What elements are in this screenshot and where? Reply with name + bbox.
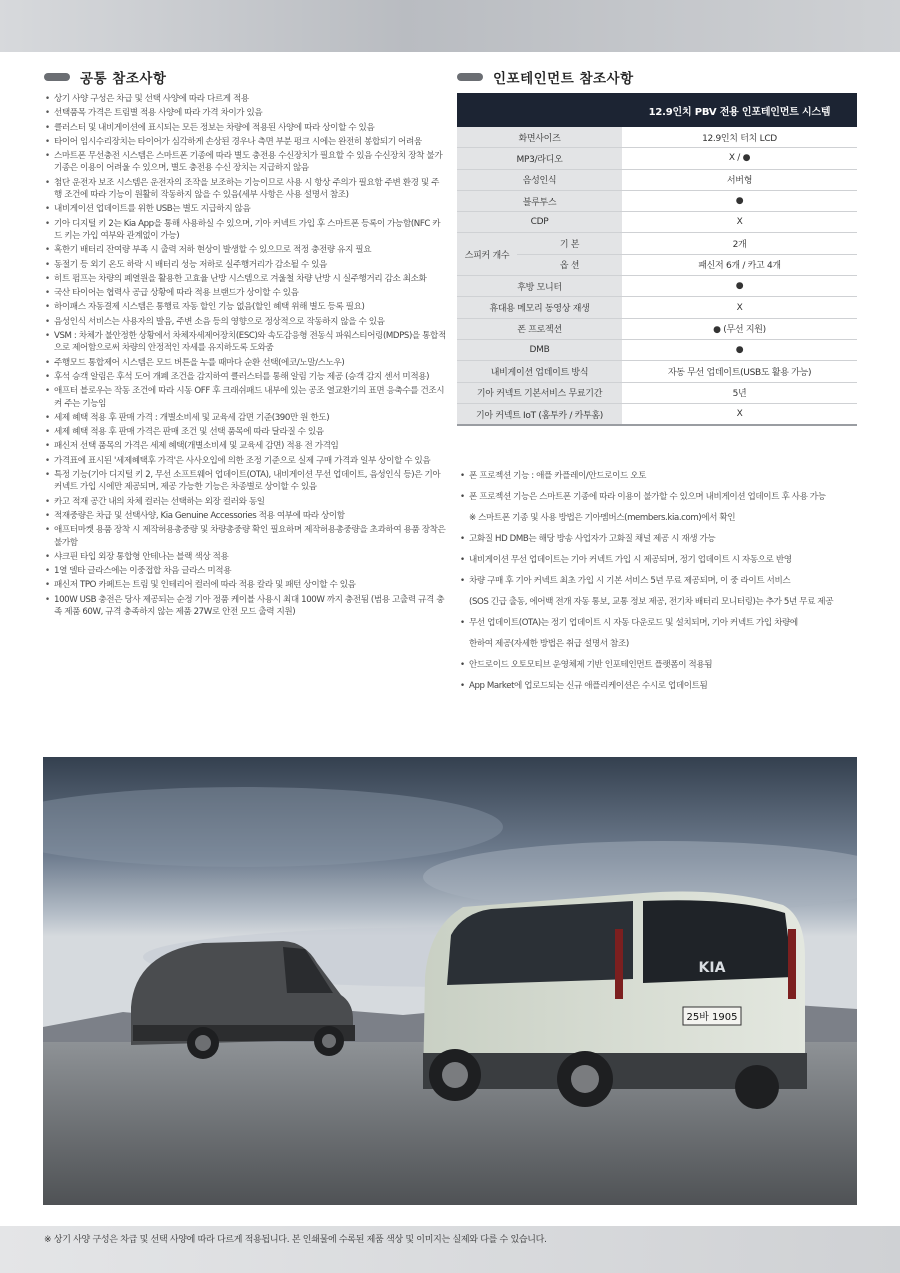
- spec-value: 자동 무선 업데이트(USB도 활용 가능): [622, 361, 857, 382]
- spec-row: [457, 127, 857, 148]
- infotainment-note-item: [460, 571, 860, 613]
- note-subtext: 한하여 제공(자세한 방법은 취급 설명서 참조): [469, 639, 629, 649]
- spec-label: 휴대용 메모리 동영상 재생: [457, 297, 622, 318]
- common-note-item: • 스마트폰 무선충전 시스템은 스마트폰 기종에 따라 별도 충전용 수신장치가 필요할 수 있음 수신장치 장착 불가 기종은 이용이 어려울 수 있으며, 별도 충전용 수신 장치는 지급하지 않음: [44, 150, 446, 175]
- common-note-item: • 애프터마켓 용품 장착 시 제작허용총중량 및 차량총중량 확인 필요하며 제작허용총중량을 초과하여 용품 장착은 불가함: [44, 524, 446, 549]
- spec-value: 5년: [622, 382, 857, 403]
- spec-row: [457, 212, 857, 233]
- note-text: 차량 구매 후 기아 커넥트 최초 가입 시 기본 서비스 5년 무료 제공되며, 이 중 라이트 서비스: [469, 576, 791, 586]
- spec-value: 12.9인치 터치 LCD: [622, 127, 857, 148]
- note-text: 무선 업데이트(OTA)는 정기 업데이트 시 자동 다운로드 및 설치되며, 기아 커넥트 가입 차량에: [469, 618, 798, 628]
- infotainment-section-title: 인포테인먼트 참조사항: [493, 71, 634, 87]
- spec-label: 폰 프로젝션: [457, 318, 622, 339]
- spec-row-speaker-option: [457, 254, 857, 275]
- common-note-item: • 샤크핀 타입 외장 통합형 안테나는 블랙 색상 적용: [44, 551, 446, 563]
- infotainment-note-item: [460, 487, 860, 529]
- spec-value: X: [622, 212, 857, 233]
- spec-row: [457, 361, 857, 382]
- table-header-system: 12.9인치 PBV 전용 인포테인먼트 시스템: [622, 93, 857, 127]
- spec-label: 음성인식: [457, 169, 622, 190]
- common-note-item: • 국산 타이어는 협력사 공급 상황에 따라 적용 브랜드가 상이할 수 있음: [44, 287, 446, 299]
- spec-value: ●: [622, 276, 857, 297]
- top-band: [0, 0, 900, 52]
- spec-row: [457, 169, 857, 190]
- speaker-basic-label: 기 본: [517, 233, 622, 254]
- infotainment-note-item: [460, 529, 860, 550]
- vehicle-photo: [43, 757, 857, 1205]
- common-note-item: • 100W USB 충전은 당사 제공되는 순정 기아 정품 케이블 사용시 최대 100W 까지 충전됨 (범용 고출력 규격 충족 제품 60W, 규격 충족하지 않는 제품 27W로 안전 모드 출력 지원): [44, 594, 446, 619]
- license-plate: 25바 1905: [686, 1012, 738, 1023]
- infotainment-note-item: [460, 655, 860, 676]
- common-note-item: • 음성인식 서비스는 사용자의 발음, 주변 소음 등의 영향으로 정상적으로 작동하지 않을 수 있음: [44, 316, 446, 328]
- common-note-item: • 카고 적재 공간 내의 차체 컬러는 선택하는 외장 컬러와 동일: [44, 496, 446, 508]
- table-header-blank: [457, 93, 622, 127]
- common-section-title: 공통 참조사항: [80, 71, 167, 87]
- spec-value: ●: [622, 190, 857, 211]
- infotainment-spec-table: [457, 93, 857, 426]
- spec-value: X: [622, 297, 857, 318]
- note-text: 안드로이드 오토모티브 운영체제 기반 인포테인먼트 플랫폼이 적용됨: [469, 660, 713, 670]
- spec-label: 후방 모니터: [457, 276, 622, 297]
- note-subtext: (SOS 긴급 출동, 에어백 전개 자동 통보, 교통 정보 제공, 전기차 배터리 모니터링)는 추가 5년 무료 제공: [469, 597, 834, 607]
- common-note-item: • 후석 승객 알림은 후석 도어 개폐 조건을 감지하여 클러스터를 통해 알림 기능 제공 (승객 감지 센서 미적용): [44, 371, 446, 383]
- infotainment-section-heading: [457, 67, 634, 87]
- common-notes-list: [44, 93, 446, 620]
- note-text: App Market에 업로드되는 신규 애플리케이션은 수시로 업데이트됨: [469, 681, 708, 691]
- spec-row: [457, 382, 857, 403]
- common-note-item: • 첨단 운전자 보조 시스템은 운전자의 조작을 보조하는 기능이므로 사용 시 항상 주의가 필요함 주변 환경 및 주행 조건에 따라 기능이 원활히 작동하지 않을 수 있음(세부 사항은 사용 설명서 참조): [44, 177, 446, 202]
- spec-label: 블루투스: [457, 190, 622, 211]
- spec-row: [457, 318, 857, 339]
- heading-bar-icon: [457, 73, 483, 81]
- spec-label: DMB: [457, 339, 622, 360]
- infotainment-notes-list: [460, 466, 860, 697]
- common-note-item: • 상기 사양 구성은 차급 및 선택 사양에 따라 다르게 적용: [44, 93, 446, 105]
- note-text: 폰 프로젝션 기능은 스마트폰 기종에 따라 이용이 불가할 수 있으며 내비게이션 업데이트 후 사용 가능: [469, 492, 826, 502]
- spec-row: [457, 148, 857, 169]
- spec-row: [457, 403, 857, 425]
- spec-label: 기아 커넥트 IoT (홈투카 / 카투홈): [457, 403, 622, 425]
- spec-label: CDP: [457, 212, 622, 233]
- spec-label: 화면사이즈: [457, 127, 622, 148]
- spec-row-speaker-basic: [457, 233, 857, 254]
- kia-logo: KIA: [698, 960, 726, 976]
- common-section-heading: [44, 67, 166, 87]
- common-note-item: • 적재중량은 차급 및 선택사양, Kia Genuine Accessories 적용 여부에 따라 상이함: [44, 510, 446, 522]
- speaker-group-label: 스피커 개수: [457, 233, 517, 276]
- spec-row: [457, 190, 857, 211]
- common-note-item: • 히트 펌프는 차량의 폐열원을 활용한 고효율 난방 시스템으로 겨울철 차량 난방 시 실주행거리 감소 최소화: [44, 273, 446, 285]
- common-note-item: • 1열 델타 글라스에는 이중접합 차음 글라스 미적용: [44, 565, 446, 577]
- spec-row: [457, 339, 857, 360]
- spec-row: [457, 297, 857, 318]
- common-note-item: • 선택품목 가격은 트림별 적용 사양에 따라 가격 차이가 있음: [44, 107, 446, 119]
- speaker-basic-value: 2개: [622, 233, 857, 254]
- spec-value: X / ●: [622, 148, 857, 169]
- note-text: 폰 프로젝션 기능 : 애플 카플레이/안드로이드 오토: [469, 471, 647, 481]
- common-note-item: • 기아 디지털 키 2는 Kia App을 통해 사용하실 수 있으며, 기아 커넥트 가입 후 스마트폰 등록이 가능함(NFC 카드 키는 가입 여부와 관계없이 가능): [44, 218, 446, 243]
- infotainment-note-item: [460, 613, 860, 655]
- spec-value: ●: [622, 339, 857, 360]
- spec-value: 서버형: [622, 169, 857, 190]
- common-note-item: • 가격표에 표시된 '세제혜택후 가격'은 사사오입에 의한 조정 기준으로 실제 구매 가격과 일부 상이할 수 있음: [44, 455, 446, 467]
- common-note-item: • 패신저 TPO 카페트는 트림 및 인테리어 컬러에 따라 적용 칼라 및 패턴 상이할 수 있음: [44, 579, 446, 591]
- speaker-option-label: 옵 션: [517, 254, 622, 275]
- common-note-item: • 세제 혜택 적용 후 판매 가격 : 개별소비세 및 교육세 감면 기준(390만 원 한도): [44, 412, 446, 424]
- common-note-item: • 타이어 임시수리장치는 타이어가 심각하게 손상된 경우나 측면 부분 펑크 시에는 완전히 봉합되기 어려움: [44, 136, 446, 148]
- spec-value: ● (무선 지원): [622, 318, 857, 339]
- note-subtext: ※ 스마트폰 기종 및 사용 방법은 기아멤버스(members.kia.com)에서 확인: [469, 513, 736, 523]
- infotainment-note-item: [460, 676, 860, 697]
- note-text: 고화질 HD DMB는 해당 방송 사업자가 고화질 채널 제공 시 재생 가능: [469, 534, 716, 544]
- common-note-item: • 세제 혜택 적용 후 판매 가격은 판매 조건 및 선택 품목에 따라 달라질 수 있음: [44, 426, 446, 438]
- common-note-item: • 패신저 선택 품목의 가격은 세제 혜택(개별소비세 및 교육세 감면) 적용 전 가격임: [44, 440, 446, 452]
- spec-label: MP3/라디오: [457, 148, 622, 169]
- common-note-item: • 특정 기능(기아 디지털 키 2, 무선 소프트웨어 업데이트(OTA), 내비게이션 무선 업데이트, 음성인식 등)은 기아 커넥트 가입 시에만 제공되며, 제공 가능한 기능은 차종별로 상이할 수 있음: [44, 469, 446, 494]
- common-note-item: • 애프터 블로우는 작동 조건에 따라 시동 OFF 후 크래쉬패드 내부에 있는 공조 열교환기의 표면 응축수를 건조시켜 주는 기능임: [44, 385, 446, 410]
- note-text: 내비게이션 무선 업데이트는 기아 커넥트 가입 시 제공되며, 정기 업데이트 시 자동으로 반영: [469, 555, 792, 565]
- spec-label: 내비게이션 업데이트 방식: [457, 361, 622, 382]
- common-note-item: • 클러스터 및 내비게이션에 표시되는 모든 정보는 차량에 적용된 사양에 따라 상이할 수 있음: [44, 122, 446, 134]
- spec-row: [457, 276, 857, 297]
- common-note-item: • 동절기 등 외기 온도 하락 시 배터리 성능 저하로 실주행거리가 감소될 수 있음: [44, 259, 446, 271]
- infotainment-note-item: [460, 466, 860, 487]
- spec-value: X: [622, 403, 857, 425]
- common-note-item: • 주행모드 통합제어 시스템은 모드 버튼을 누를 때마다 순환 선택(에코/노말/스노우): [44, 357, 446, 369]
- common-note-item: • 내비게이션 업데이트를 위한 USB는 별도 지급하지 않음: [44, 203, 446, 215]
- common-note-item: • VSM : 차체가 불안정한 상황에서 차체자세제어장치(ESC)와 속도감응형 전동식 파워스티어링(MDPS)을 통합적으로 제어함으로써 차량의 안정적인 자세를 유지하도록 도와줌: [44, 330, 446, 355]
- heading-bar-icon: [44, 73, 70, 81]
- speaker-option-value: 패신저 6개 / 카고 4개: [622, 254, 857, 275]
- infotainment-note-item: [460, 550, 860, 571]
- common-note-item: • 혹한기 배터리 잔여량 부족 시 출력 저하 현상이 발생할 수 있으므로 적정 충전량 유지 필요: [44, 244, 446, 256]
- passenger-van: [423, 892, 807, 1110]
- spec-label: 기아 커넥트 기본서비스 무료기간: [457, 382, 622, 403]
- footer-note: ※ 상기 사양 구성은 차급 및 선택 사양에 따라 다르게 적용됩니다. 본 인쇄물에 수록된 제품 색상 및 이미지는 실제와 다를 수 있습니다.: [44, 1235, 547, 1245]
- common-note-item: • 하이패스 자동결제 시스템은 통행료 자동 할인 기능 없음(할인 혜택 위해 별도 등록 필요): [44, 301, 446, 313]
